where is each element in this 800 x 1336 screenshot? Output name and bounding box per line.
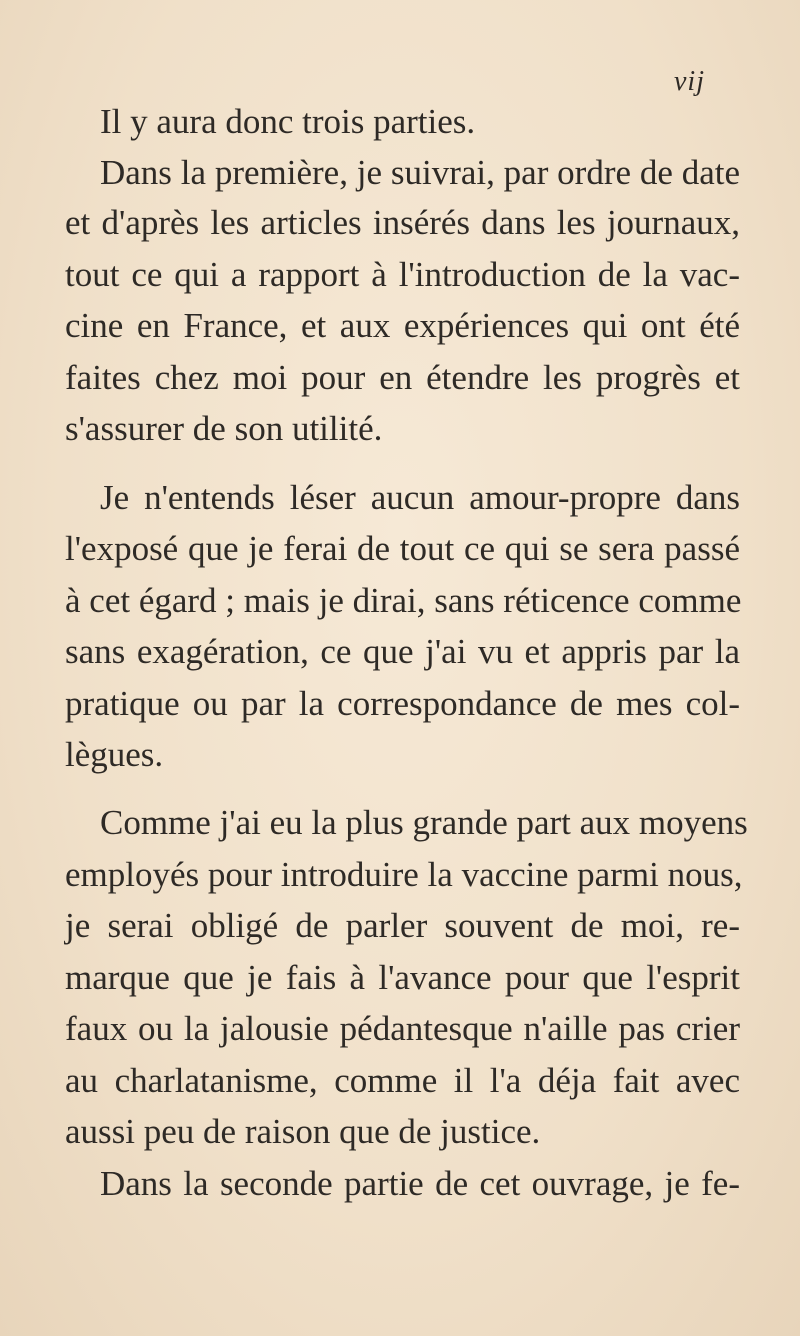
paragraph-4-line-7: aussi peu de raison que de justice.: [65, 1112, 541, 1151]
paragraph-3-line-5: pratique ou par la correspondance de mes col-: [65, 684, 740, 723]
paragraph-4-line-4: marque que je fais à l'avance pour que l'esprit: [65, 958, 740, 997]
paragraph-2-line-5: faites chez moi pour en étendre les progrès et: [65, 358, 740, 397]
paragraph-2-line-2: et d'après les articles insérés dans les journaux,: [65, 203, 740, 242]
paragraph-2-line-6: s'assurer de son utilité.: [65, 409, 383, 448]
paragraph-4-line-1: Comme j'ai eu la plus grande part aux moyens: [100, 803, 748, 842]
paragraph-4-line-6: au charlatanisme, comme il l'a déja fait avec: [65, 1061, 740, 1100]
paragraph-3-line-1: Je n'entends léser aucun amour-propre dans: [100, 478, 740, 517]
paragraph-2-line-4: cine en France, et aux expériences qui ont été: [65, 306, 740, 345]
paragraph-3-line-2: l'exposé que je ferai de tout ce qui se sera passé: [65, 529, 740, 568]
paragraph-1-line-1: Il y aura donc trois parties.: [100, 102, 476, 141]
page-number: vij: [674, 66, 705, 97]
paragraph-2-line-3: tout ce qui a rapport à l'introduction de la vac-: [65, 255, 740, 294]
paragraph-4-line-2: employés pour introduire la vaccine parmi nous,: [65, 855, 743, 894]
paragraph-3-line-3: à cet égard ; mais je dirai, sans réticence comme: [65, 581, 742, 620]
paragraph-3-line-6: lègues.: [65, 735, 164, 774]
paragraph-4-line-3: je serai obligé de parler souvent de moi, re-: [65, 906, 740, 945]
paragraph-3-line-4: sans exagération, ce que j'ai vu et appris par la: [65, 632, 740, 671]
paragraph-4-line-5: faux ou la jalousie pédantesque n'aille pas crier: [65, 1009, 740, 1048]
paragraph-2-line-1: Dans la première, je suivrai, par ordre de date: [100, 153, 740, 192]
paragraph-5-line-1: Dans la seconde partie de cet ouvrage, je fe-: [100, 1164, 740, 1203]
